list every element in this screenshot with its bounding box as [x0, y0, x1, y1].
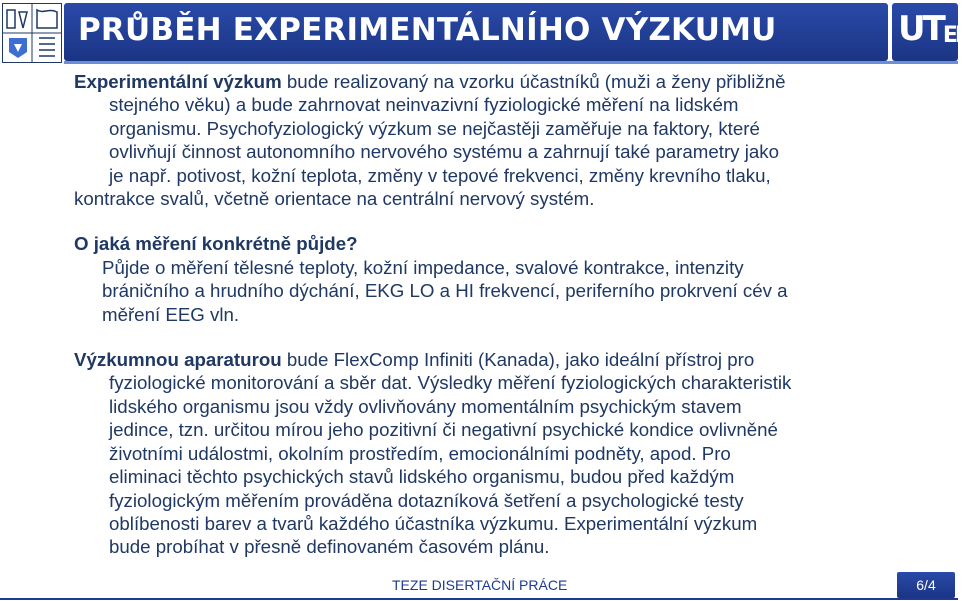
apparatus-lead: Výzkumnou aparaturou	[74, 349, 282, 371]
header-divider	[64, 61, 958, 64]
question-heading: O jaká měření konkrétně půjde?	[74, 233, 358, 255]
slide-footer	[0, 566, 960, 601]
crest-icon	[3, 4, 61, 62]
brand-main: UT	[898, 9, 943, 49]
paragraph-intro: Experimentální výzkum bude realizovaný na vzorku účastníků (muži a ženy přibližně stejného věku) a bude zahrnovat neinvazivní fyziologické měření na lidském organismu. Psychofyziologický výzkum se nejčastěji zaměřuje na faktory, které ovlivňují činnost autonomního nervového systému a zahrnují také parametry jako je např. potivost, kožní teplota, změny v tepové frekvenci, změny krevního tlaku, kontrakce svalů, včetně orientace na centrální nervový systém.	[74, 71, 786, 210]
slide-content	[74, 70, 940, 559]
intro-lead: Experimentální výzkum	[74, 71, 282, 92]
brand-logo	[892, 3, 967, 61]
page-number: 6/4	[897, 572, 955, 598]
page-title: PRŮBĚH EXPERIMENTÁLNÍHO VÝZKUMU	[78, 12, 777, 48]
footer-divider	[0, 598, 958, 600]
paragraph-apparatus: Výzkumnou aparaturou bude FlexComp Infiniti (Kanada), jako ideální přístroj pro fyziologické monitorování a sběr dat. Výsledky měření fyziologických charakteristik lidského organismu jsou vždy ovlivňovány momentálním psychickým stavem jedince, tzn. určitou mírou jeho pozitivní či negativní psychické kondice ovlivněné životními událostmi, okolním prostředím, emocionálními podněty, apod. Pro eliminaci těchto psychických stavů lidského organismu, budou před každým fyziologickým měřením prováděna dotazníková šetření a psychologické testy oblíbenosti barev a tvarů každého účastníka výzkumu. Experimentální výzkum bude probíhat v přesně definovaném časovém plánu.	[74, 349, 792, 558]
brand-sub: EE	[942, 23, 967, 48]
paragraph-measurements: Půjde o měření tělesné teploty, kožní impedance, svalové kontrakce, intenzity bráničního a hrudního dýchání, EKG LO a HI frekvencí, periferního prokrvení cév a měření EEG vln.	[102, 256, 788, 325]
university-logo	[2, 3, 62, 63]
footer-text: TEZE DISERTAČNÍ PRÁCE	[392, 577, 568, 593]
title-bar	[64, 3, 888, 61]
